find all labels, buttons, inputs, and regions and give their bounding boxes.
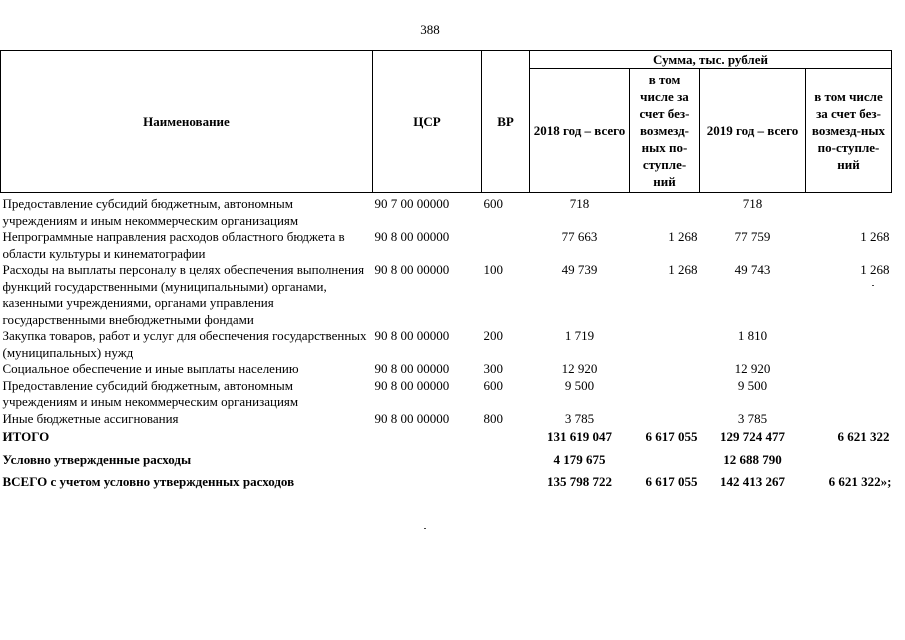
row-name: Предоставление субсидий бюджетным, автономным учреждениям и иным некоммерческим организациям — [2, 377, 299, 409]
row-name: Расходы на выплаты персоналу в целях обеспечения выполнения функций государственными (муниципальными) органами, казенными учреждениями, органами управления государственными внебюджетными фондами — [2, 262, 365, 327]
row-2018-incl: 1 268 — [668, 262, 698, 277]
table-row — [1, 328, 892, 361]
conditional-2018-total: 4 179 675 — [553, 451, 606, 467]
row-2019-incl — [806, 328, 892, 361]
grand-total-2018-total: 135 798 722 — [547, 474, 612, 489]
row-name: Социальное обеспечение и иные выплаты населению — [2, 361, 299, 376]
grand-total-2018-incl: 6 617 055 — [645, 474, 698, 489]
row-2018-total: 3 785 — [564, 410, 595, 426]
header-csr: ЦСР — [373, 51, 482, 193]
row-2018-incl — [630, 193, 700, 230]
row-name: Иные бюджетные ассигнования — [2, 410, 179, 426]
row-vr: 600 — [483, 196, 503, 211]
row-2018-total: 9 500 — [564, 377, 595, 393]
row-2018-total: 77 663 — [561, 229, 598, 244]
total-2019-incl: 6 621 322 — [837, 429, 890, 444]
header-2018-total: 2018 год – всего — [530, 69, 630, 193]
row-2019-total: 49 743 — [734, 262, 771, 277]
scan-speck — [872, 285, 874, 286]
row-2019-incl — [806, 193, 892, 230]
conditional-name: Условно утвержденные расходы — [2, 451, 192, 467]
row-csr: 90 7 00 00000 — [374, 196, 450, 211]
table-row — [1, 378, 892, 411]
page-number: 388 — [420, 22, 440, 37]
row-csr: 90 8 00 00000 — [374, 262, 450, 277]
row-2018-total: 12 920 — [561, 361, 598, 376]
row-2018-total: 718 — [569, 196, 590, 211]
row-2019-incl — [806, 361, 892, 378]
grand-total-name: ВСЕГО с учетом условно утвержденных расходов — [2, 474, 295, 489]
row-csr: 90 8 00 00000 — [374, 229, 450, 244]
header-name: Наименование — [1, 51, 373, 193]
header-2019-incl: в том числе за счет без-возмезд-ных по-ступле-ний — [806, 69, 892, 193]
row-vr: 600 — [483, 377, 503, 393]
conditional-row — [1, 450, 892, 473]
row-2019-total: 718 — [742, 196, 763, 211]
grand-total-2019-total: 142 413 267 — [720, 474, 785, 489]
table-row — [1, 361, 892, 378]
row-2018-incl: 1 268 — [668, 229, 698, 244]
row-2019-total: 12 920 — [734, 361, 771, 376]
row-csr: 90 8 00 00000 — [374, 328, 450, 343]
row-2019-total: 77 759 — [734, 229, 771, 244]
row-2019-total: 9 500 — [737, 377, 768, 393]
scan-speck — [424, 528, 426, 529]
grand-total-row — [1, 472, 892, 495]
budget-table — [0, 50, 892, 495]
grand-total-2019-incl: 6 621 322»; — [828, 474, 892, 489]
row-2018-total: 49 739 — [561, 262, 598, 277]
row-name: Предоставление субсидий бюджетным, автономным учреждениям и иным некоммерческим организациям — [2, 196, 299, 228]
header-sum-group: Сумма, тыс. рублей — [530, 51, 892, 69]
table-row — [1, 411, 892, 428]
row-csr: 90 8 00 00000 — [374, 377, 450, 393]
row-2018-incl — [630, 361, 700, 378]
row-2019-total: 3 785 — [737, 410, 768, 426]
row-2019-incl — [806, 378, 892, 411]
row-vr — [482, 229, 530, 262]
row-vr: 300 — [483, 361, 503, 376]
header-2019-total: 2019 год – всего — [700, 69, 806, 193]
table-row — [1, 193, 892, 230]
total-name: ИТОГО — [2, 429, 50, 444]
row-csr: 90 8 00 00000 — [374, 361, 450, 376]
row-vr: 200 — [483, 328, 503, 343]
row-2018-total: 1 719 — [564, 328, 595, 343]
total-row — [1, 427, 892, 450]
row-name: Закупка товаров, работ и услуг для обеспечения государственных (муниципальных) нужд — [2, 328, 367, 360]
row-vr: 100 — [483, 262, 503, 277]
table-body — [1, 193, 892, 495]
table-row — [1, 262, 892, 328]
row-2018-incl — [630, 328, 700, 361]
conditional-2018-incl — [630, 450, 700, 473]
row-vr: 800 — [483, 410, 503, 426]
total-2018-total: 131 619 047 — [547, 429, 612, 444]
conditional-2019-incl — [806, 450, 892, 473]
row-csr: 90 8 00 00000 — [374, 410, 450, 426]
row-2018-incl — [630, 411, 700, 428]
header-2018-incl: в том числе за счет без-возмезд-ных по-ступле-ний — [630, 69, 700, 193]
row-2019-incl: 1 268 — [860, 229, 890, 244]
row-name: Непрограммные направления расходов областного бюджета в области культуры и кинематографии — [2, 229, 345, 261]
total-2019-total: 129 724 477 — [720, 429, 785, 444]
row-2019-total: 1 810 — [737, 328, 768, 343]
row-2019-incl: 1 268 — [860, 262, 890, 277]
table-header — [1, 51, 892, 193]
row-2019-incl — [806, 411, 892, 428]
total-2018-incl: 6 617 055 — [645, 429, 698, 444]
table-row — [1, 229, 892, 262]
header-vr: ВР — [482, 51, 530, 193]
conditional-2019-total: 12 688 790 — [723, 451, 782, 467]
row-2018-incl — [630, 378, 700, 411]
